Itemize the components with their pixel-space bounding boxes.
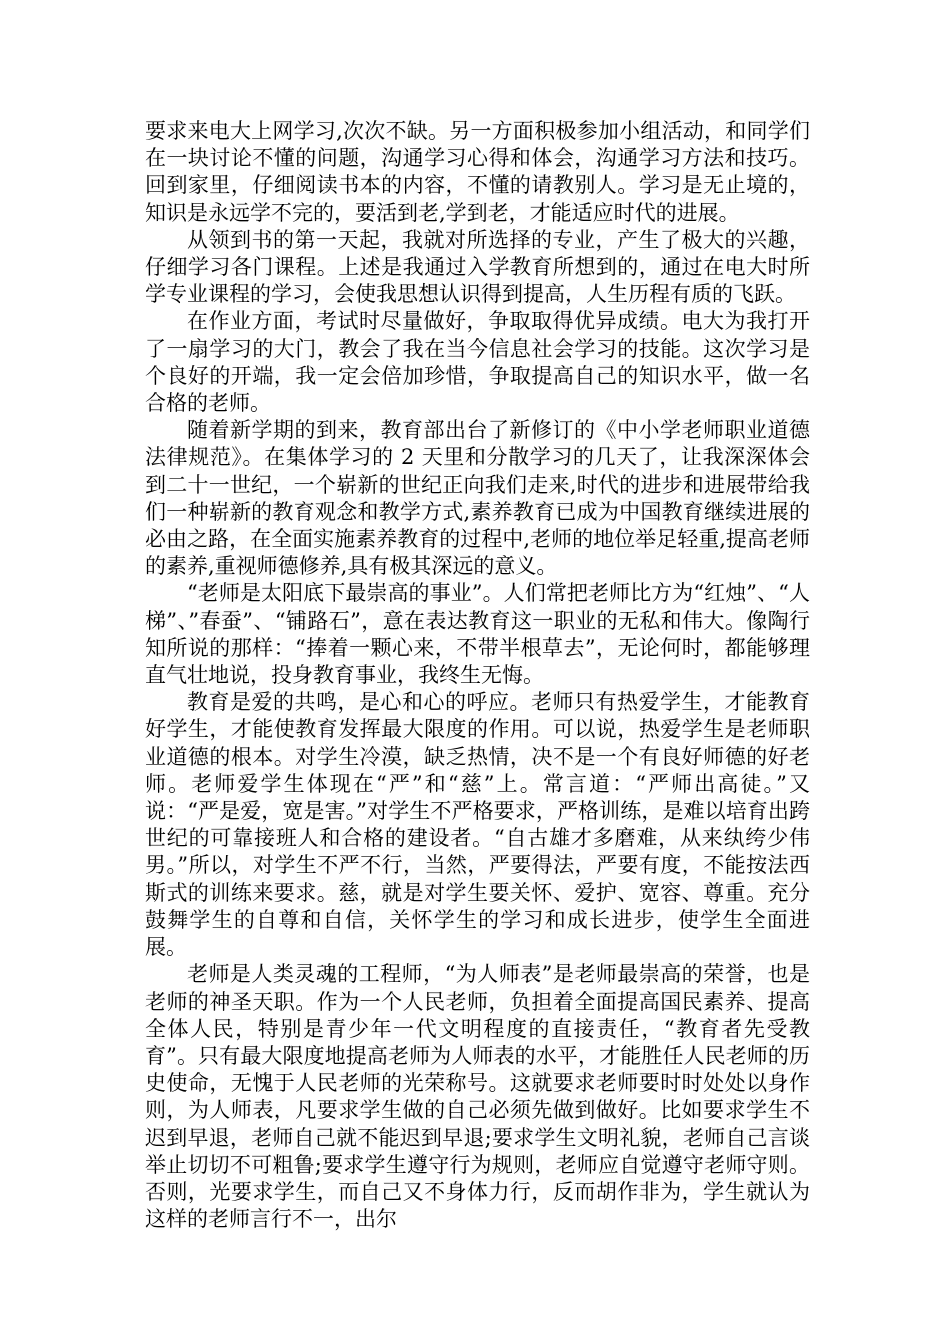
paragraph-4: 随着新学期的到来，教育部出台了新修订的《中小学老师职业道德法律规范》。在集体学习的 2 天里和分散学习的几天了，让我深深体会到二十一世纪，一个崭新的世纪正向我们走来,时代的进步和进展带给我们一种崭新的教育观念和教学方式,素养教育已成为中国教育继续进展的必由之路，在全面实施素养教育的过程中,老师的地位举足轻重,提高老师的素养,重视师德修养,具有极其深远的意义。 [145, 418, 810, 579]
paragraph-2: 从领到书的第一天起，我就对所选择的专业，产生了极大的兴趣，仔细学习各门课程。上述是我通过入学教育所想到的，通过在电大时所学专业课程的学习，会使我思想认识得到提高，人生历程有质的飞跃。 [145, 227, 810, 307]
paragraph-1: 要求来电大上网学习,次次不缺。另一方面积极参加小组活动，和同学们在一块讨论不懂的问题，沟通学习心得和体会，沟通学习方法和技巧。回到家里，仔细阅读书本的内容，不懂的请教别人。学习是无止境的，知识是永远学不完的，要活到老,学到老，才能适应时代的进展。 [145, 119, 810, 225]
paragraph-7: 老师是人类灵魂的工程师，“为人师表”是老师最崇高的荣誉，也是老师的神圣天职。作为一个人民老师，负担着全面提高国民素养、提高全体人民，特别是青少年一代文明程度的直接责任，“教育者先受教育”。只有最大限度地提高老师为人师表的水平，才能胜任人民老师的历史使命，无愧于人民老师的光荣称号。这就要求老师要时时处处以身作则，为人师表，凡要求学生做的自己必须先做到做好。比如要求学生不迟到早退，老师自己就不能迟到早退;要求学生文明礼貌，老师自己言谈举止切切不可粗鲁;要求学生遵守行为规则，老师应自觉遵守老师守则。否则，光要求学生，而自己又不身体力行，反而胡作非为，学生就认为这样的老师言行不一，出尔 [145, 962, 810, 1232]
document-page [145, 118, 810, 1233]
paragraph-3: 在作业方面，考试时尽量做好，争取取得优异成绩。电大为我打开了一扇学习的大门，教会了我在当今信息社会学习的技能。这次学习是个良好的开端，我一定会倍加珍惜，争取提高自己的知识水平，做一名合格的老师。 [145, 309, 810, 416]
paragraph-6: 教育是爱的共鸣，是心和心的呼应。老师只有热爱学生，才能教育好学生，才能使教育发挥最大限度的作用。可以说，热爱学生是老师职业道德的根本。对学生冷漠，缺乏热情，决不是一个有良好师德的好老师。老师爱学生体现在“严”和“慈”上。常言道：“严师出高徒。”又说：“严是爱，宽是害。”对学生不严格要求，严格训练，是难以培育出跨世纪的可靠接班人和合格的建设者。“自古雄才多磨难，从来纨绔少伟男。”所以，对学生不严不行，当然，严要得法，严要有度，不能按法西斯式的训练来要求。慈，就是对学生要关怀、爱护、宽容、尊重。充分鼓舞学生的自尊和自信，关怀学生的学习和成长进步，使学生全面进展。 [145, 690, 810, 960]
paragraph-5: “老师是太阳底下最崇高的事业”。人们常把老师比方为“红烛”、“人梯”、”春蚕”、“铺路石”，意在表达教育这一职业的无私和伟大。像陶行知所说的那样：“捧着一颗心来，不带半根草去”，无论何时，都能够理直气壮地说，投身教育事业，我终生无悔。 [145, 581, 810, 688]
